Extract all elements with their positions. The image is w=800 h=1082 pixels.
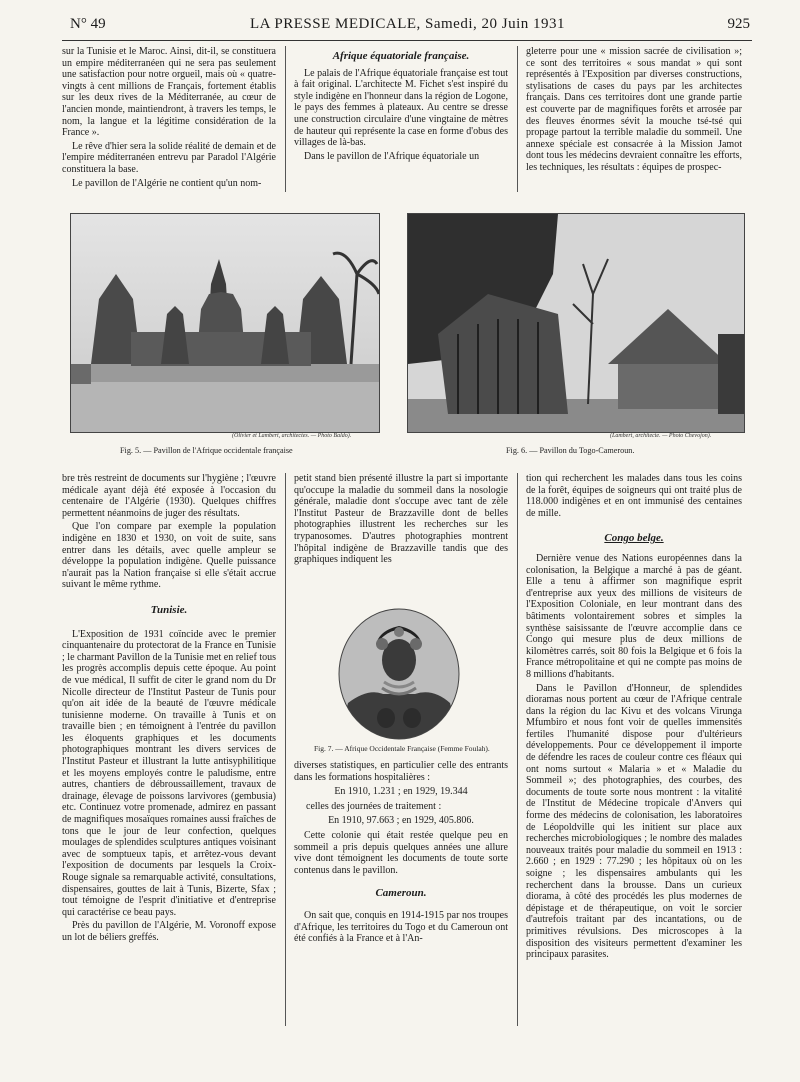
- paragraph: On sait que, conquis en 1914-1915 par nos troupes d'Afrique, les territoires du Togo et du Cameroun ont été confiés à la France et à l'An-: [294, 909, 508, 945]
- pavilion-togo-cameroun-image: [408, 214, 744, 432]
- paragraph: Cette colonie qui était restée quelque peu en sommeil a pris depuis quelques années une allure vive dont témoignent les documents de toute sorte contenus dans le pavillon.: [294, 829, 508, 876]
- bottom-column-1: [62, 473, 276, 946]
- top-column-1: [62, 46, 276, 191]
- paragraph: Dans le pavillon de l'Afrique équatoriale un: [304, 150, 480, 162]
- column-divider: [285, 473, 286, 1026]
- bottom-column-3: [526, 473, 742, 963]
- top-column-3: [526, 46, 742, 176]
- header-rule: [62, 40, 752, 41]
- paragraph: gleterre pour une « mission sacrée de civilisation »; ce sont des territoires « sous mandat » qui sont représentés à l'Exposition par diverses constructions, stylisations de cases du pays par les architectes français. Dans ces territoires dont une grande partie est couverte par de magnifiques forêts et arrosée par des fleuves énormes sévit la mouche tsé-tsé qui propage partout la terrible maladie du sommeil. Une annexe spéciale est consacrée à la Mission Jamot dont tous les médecins devraient connaître les efforts, les techniques, les résultats : équipes de prospec-: [526, 46, 742, 173]
- paragraph: sur la Tunisie et le Maroc. Ainsi, dit-il, se constituera un empire méditerranéen qui ne sera pas seulement une satisfaction pour notre orgueil, mais où « quatre-vingts à cent millions de Français, fortement établis sur les deux rives de la Méditerranée, au cœur de l'ancien monde, maintiendront, à travers les temps, le nom, la langue et la légitime considération de la France ».: [62, 46, 276, 139]
- bottom-column-2-top: [294, 473, 508, 568]
- section-title-cameroun: Cameroun.: [375, 887, 427, 900]
- figure-7-caption: Fig. 7. — Afrique Occidentale Française (Femme Foulah).: [314, 744, 490, 753]
- section-title-tunisie: Tunisie.: [150, 603, 188, 616]
- column-divider: [285, 46, 286, 192]
- paragraph: diverses statistiques, en particulier celle des entrants dans les formations hospitalières :: [294, 760, 508, 783]
- paragraph: bre très restreint de documents sur l'hygiène ; l'œuvre médicale ayant déjà été exposée à l'occasion du centenaire de l'Algérie (1930). Quelques chiffres permettent néanmoins de juger des résultats.: [62, 473, 276, 519]
- issue-number: N° 49: [70, 16, 106, 32]
- bottom-column-2-bottom: [294, 760, 508, 947]
- figure-5-photo: [70, 213, 380, 433]
- page-number: 925: [727, 16, 750, 32]
- paragraph: Dans le Pavillon d'Honneur, de splendides dioramas nous portent au cœur de l'Afrique centrale dans la région du lac Kivu et des volcans Virunga Mfumbiro et nous font voir de quelles immensités fertiles l'humanité dispose pour d'ultérieurs développements. Pour ce développement il importe de défendre les races de couleur contre ces fléaux qui ont noms surtout « Malaria » et « Maladie du Sommeil »; des photographies, des courbes, des documents de toute sorte nous montrent : la vitalité de l'Institut de Médecine tropicale d'Anvers qui forme des médecins de colonisation, les laboratoires de Léopoldville qui les initient sur place aux recherches microbiologiques ; le nombre des malades nouveaux traités pour maladie du sommeil en 1913 : 2.660 ; en 1929 : 77.290 ; les hôpitaux où on les soigne ; les dispensaires ambulants qui les recherchent dans la brousse. Dans un curieux diorama, à côté des procédés les plus modernes de dépistage et de thérapeutique, on voit le sorcier d'autrefois traitant par des incantations, ou de primitives révulsions. Des microscopes à la disposition des visiteurs permettent d'examiner les principaux parasites.: [526, 682, 742, 961]
- column-divider: [517, 473, 518, 1026]
- figure-7-photo: [338, 608, 460, 740]
- journal-title: LA PRESSE MEDICALE, Samedi, 20 Juin 1931: [250, 16, 566, 32]
- paragraph: Le palais de l'Afrique équatoriale française est tout à fait original. L'architecte M. Fichet s'est inspiré du style indigène en l'honneur dans la région de Logone, le pays des femmes à plateaux. Au centre se dresse une construction circulaire d'une vingtaine de mètres de hauteur qui représente la case en forme d'obus des villages de là-bas.: [294, 67, 508, 149]
- section-title: Afrique équatoriale française.: [332, 50, 470, 62]
- paragraph: tion qui recherchent les malades dans tous les coins de la forêt, équipes de soigneurs qui ont traité plus de 118.000 indigènes et en ont immunisé des centaines de mille.: [526, 473, 742, 519]
- paragraph: L'Exposition de 1931 coïncide avec le premier cinquantenaire du protectorat de la France en Tunisie ; le charmant Pavillon de la Tunisie met en relief tous les progrès accomplis depuis cette époque. Au point de vue médical, Il suffit de citer le grand nom du Dr Nicolle directeur de l'Institut Pasteur de Tunis pour qu'on ait idée de la beauté de l'œuvre médicale tunisienne moderne. On travaille à Tunis et on travaille bien ; en témoignent à l'entrée du pavillon les éloquents graphiques et les documents photographiques montrant les divers services de l'Institut Pasteur et illustrant la lutte antisyphilitique et les moyens employés contre le paludisme, entre autres, chantiers de débroussaillement, travaux de drainage, élevage de poissons larvivores (gembusia) etc. Continuez votre promenade, admirez en passant de magnifiques mosaïques romaines aussi fraîches de tons que le jour de leur confection, quelques moulages de splendides sculptures antiques voisinant avec de somptueux tapis, et arrêtez-vous devant l'exposition de documents par lesquels la Croix-Rouge signale sa remarquable activité, consultations, dispensaires, gouttes de lait à Tunis, Bizerte, Sfax ; tout témoigne de l'esprit d'initiative et d'entreprise qui caractérise ce beau pays.: [62, 628, 276, 918]
- paragraph: Le pavillon de l'Algérie ne contient qu'un nom-: [72, 177, 262, 189]
- column-divider: [517, 46, 518, 192]
- statistic-line: En 1910, 97.663 ; en 1929, 405.806.: [328, 815, 474, 827]
- figure-5-credit: (Olivier et Lambert, architectes. — Photo Baldo).: [232, 433, 352, 439]
- pavilion-aof-image: [71, 214, 379, 432]
- paragraph: celles des journées de traitement :: [306, 800, 442, 812]
- page-header: [70, 14, 750, 36]
- figure-6-credit: (Lambert, architecte. — Photo Chevojon).: [610, 433, 712, 439]
- top-column-2: [294, 46, 508, 164]
- paragraph: Que l'on compare par exemple la population indigène en 1830 et 1930, on voit de suite, sans entrer dans les détails, avec quelle ampleur se développe la population indigène. Quelle puissance n'aurait pas la Nation française si elle s'était accrue suivant le même rythme.: [62, 521, 276, 591]
- section-title-congo-belge: Congo belge.: [604, 532, 664, 545]
- figure-6-caption: Fig. 6. — Pavillon du Togo-Cameroun.: [506, 446, 635, 455]
- statistic-line: En 1910, 1.231 ; en 1929, 19.344: [334, 786, 468, 798]
- paragraph: Le rêve d'hier sera la solide réalité de demain et de l'empire méditerranéen entrevu par Paradol l'Algérie constituera la base.: [62, 140, 276, 175]
- paragraph: Dernière venue des Nations européennes dans la colonisation, la Belgique a marché à pas de géant. Elle a tenu à affirmer son magnifique esprit d'entreprise aux yeux des millions de visiteurs de l'Exposition Coloniale, en leur montrant dans des bâtiments volontairement sobres et simples la synthèse saisissante de l'œuvre accomplie dans ce Congo qui mesure plus de deux millions de kilomètres carrés, soit 80 fois la Belgique et 6 fois la France métropolitaine et qui ne compte pas moins de 8 millions d'habitants.: [526, 552, 742, 680]
- foulah-woman-portrait: [338, 608, 460, 740]
- figure-5-caption: Fig. 5. — Pavillon de l'Afrique occidentale française: [120, 446, 293, 455]
- figure-6-photo: [407, 213, 745, 433]
- paragraph: petit stand bien présenté illustre la part si importante qu'occupe la maladie du sommeil dans la nosologie générale, maladie dont s'occupe avec tant de zèle l'Institut Pasteur de Brazzaville dont de belles photographies illustrent les recherches sur les trypanosomes. D'autres photographies montrent l'hôpital indigène de Brazzaville tandis que des graphiques indiquent les: [294, 473, 508, 566]
- paragraph: Près du pavillon de l'Algérie, M. Voronoff expose un lot de béliers greffés.: [62, 920, 276, 943]
